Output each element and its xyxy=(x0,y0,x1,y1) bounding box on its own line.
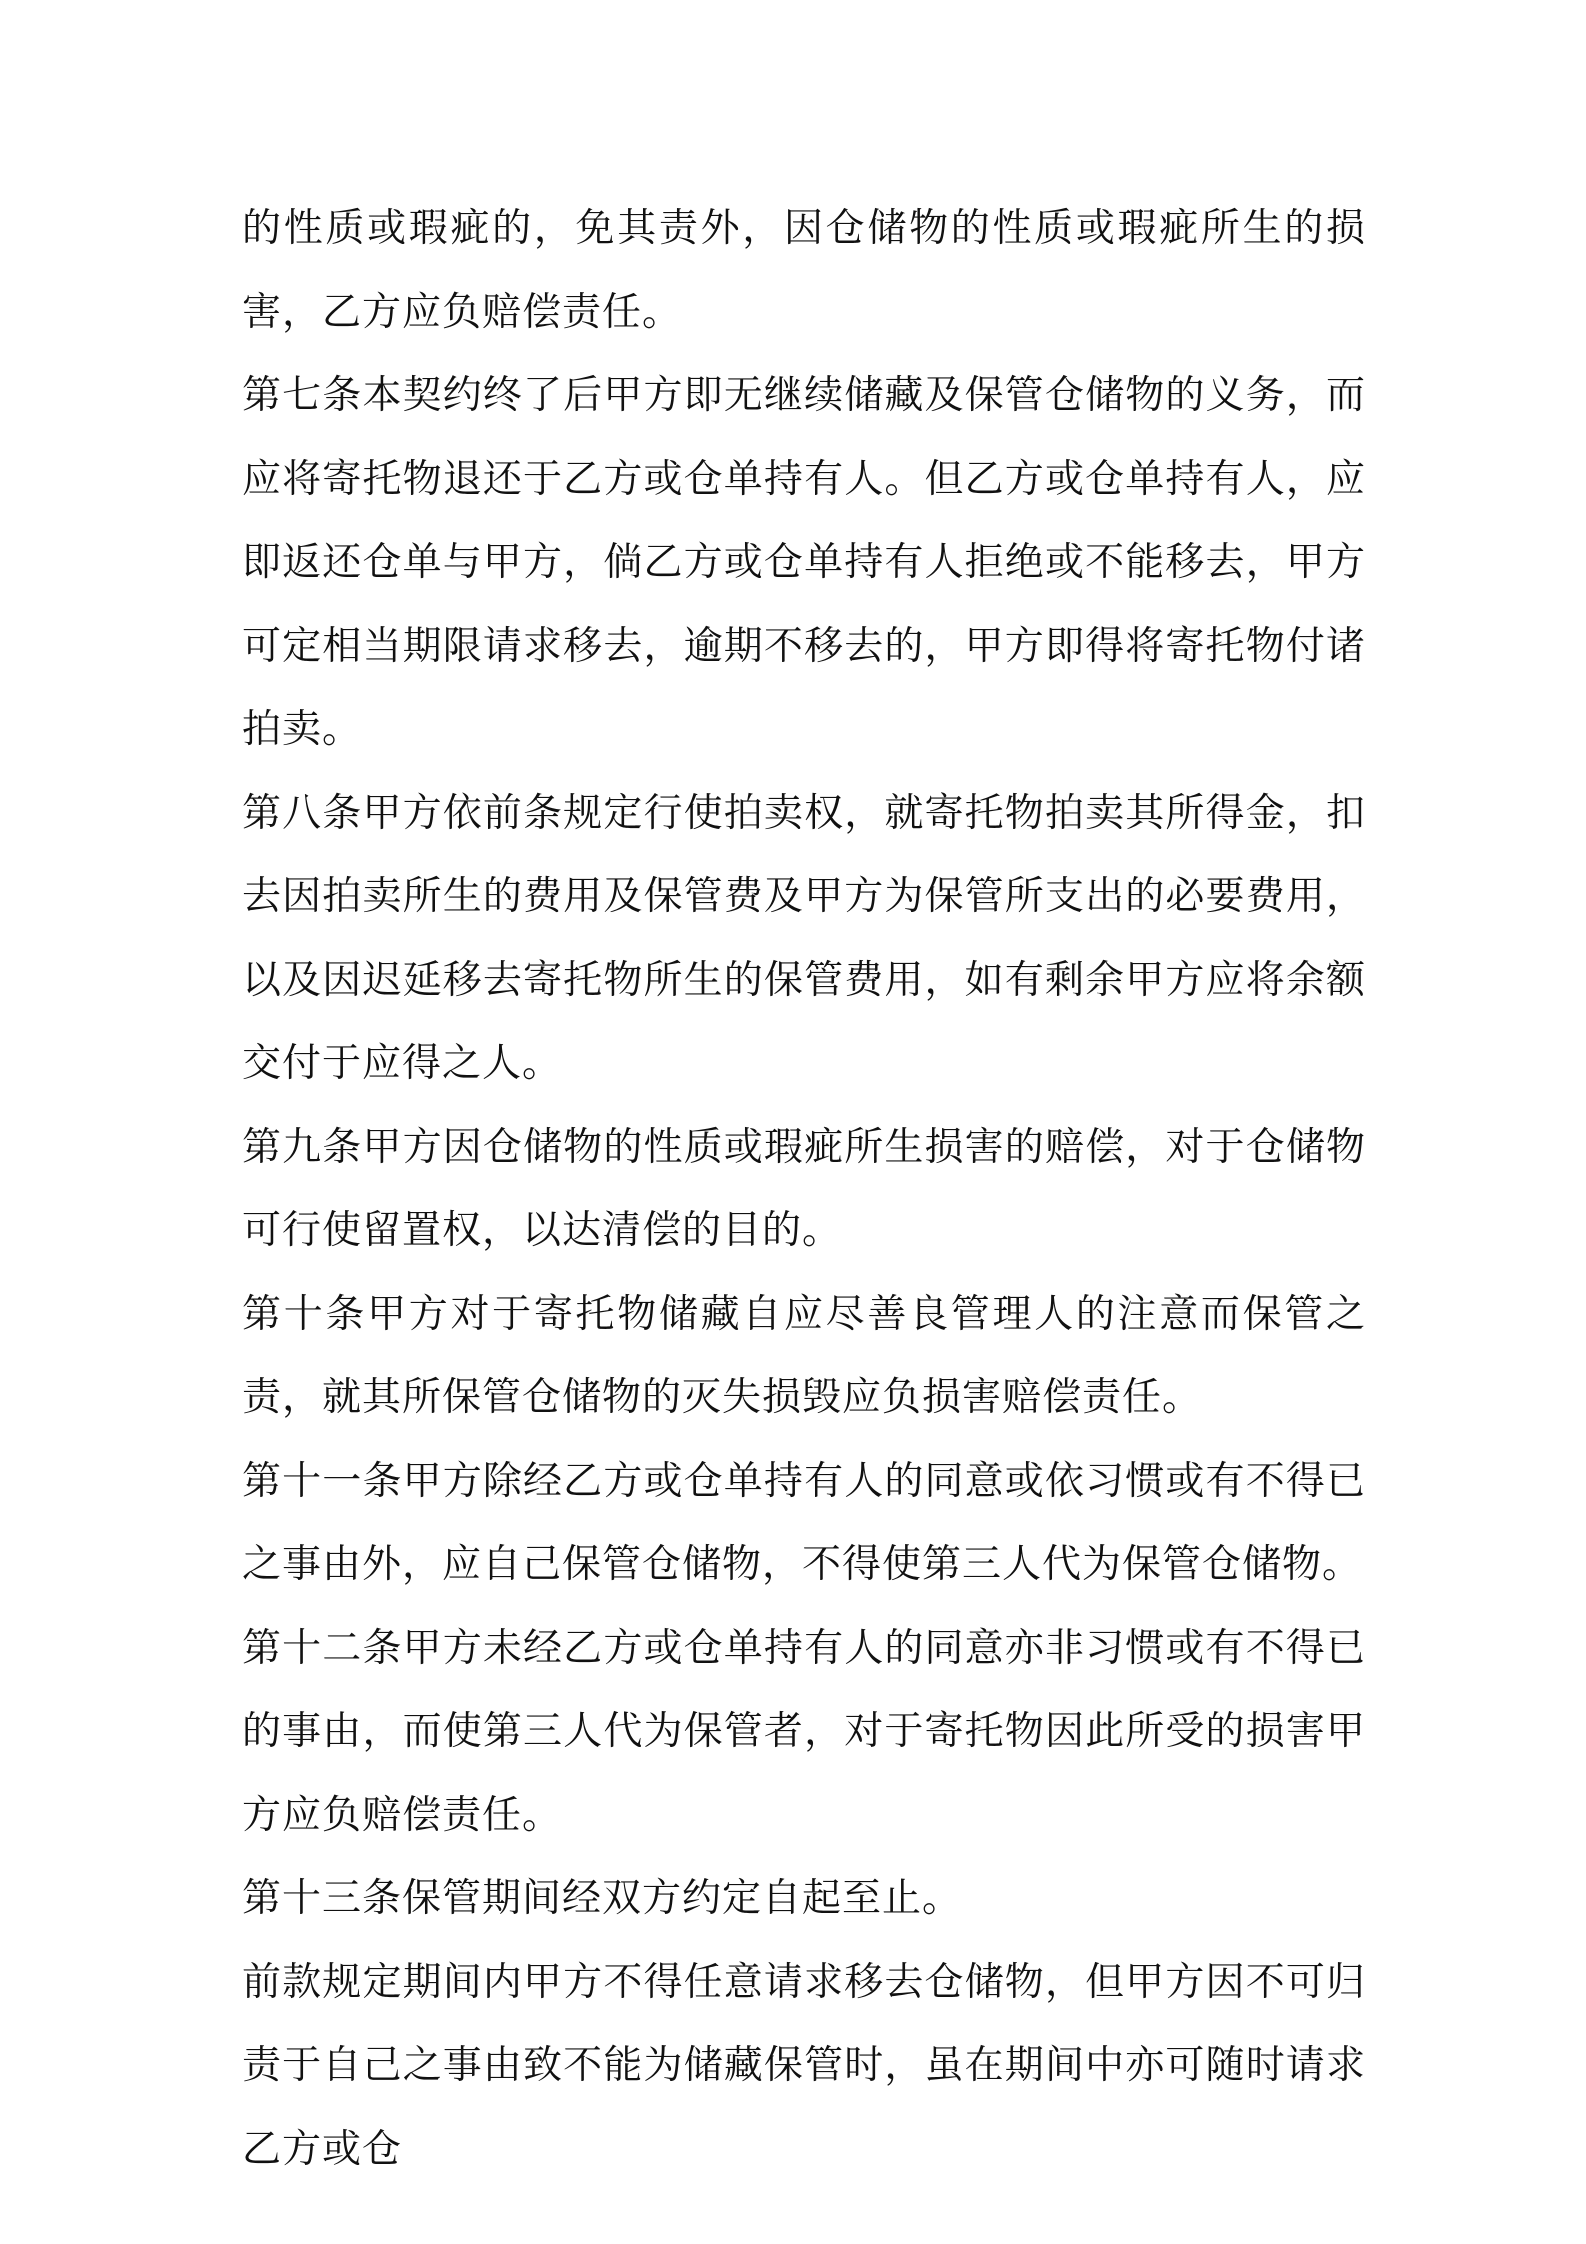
paragraph-article-7: 第七条本契约终了后甲方即无继续储藏及保管仓储物的义务，而应将寄托物退还于乙方或仓单持有人。但乙方或仓单持有人，应即返还仓单与甲方，倘乙方或仓单持有人拒绝或不能移去，甲方可定相当期限请求移去，逾期不移去的，甲方即得将寄托物付诸拍卖。 xyxy=(242,373,1366,752)
paragraph-continuation-article-6: 的性质或瑕疵的，免其责外，因仓储物的性质或瑕疵所生的损害，乙方应负赔偿责任。 xyxy=(242,206,1366,335)
paragraph-article-13: 第十三条保管期间经双方约定自起至止。 xyxy=(242,1876,963,1921)
paragraph-article-9: 第九条甲方因仓储物的性质或瑕疵所生损害的赔偿，对于仓储物可行使留置权，以达清偿的目的。 xyxy=(242,1124,1366,1253)
paragraph-article-8: 第八条甲方依前条规定行使拍卖权，就寄托物拍卖其所得金，扣去因拍卖所生的费用及保管费及甲方为保管所支出的必要费用，以及因迟延移去寄托物所生的保管费用，如有剩余甲方应将余额交付于应得之人。 xyxy=(242,790,1366,1086)
contract-body xyxy=(242,187,1366,2191)
paragraph-article-12: 第十二条甲方未经乙方或仓单持有人的同意亦非习惯或有不得已的事由，而使第三人代为保管者，对于寄托物因此所受的损害甲方应负赔偿责任。 xyxy=(242,1625,1366,1838)
paragraph-article-11: 第十一条甲方除经乙方或仓单持有人的同意或依习惯或有不得已之事由外，应自己保管仓储物，不得使第三人代为保管仓储物。 xyxy=(242,1458,1366,1587)
paragraph-article-13-clause: 前款规定期间内甲方不得任意请求移去仓储物，但甲方因不可归责于自己之事由致不能为储藏保管时，虽在期间中亦可随时请求乙方或仓 xyxy=(242,1959,1366,2172)
paragraph-article-10: 第十条甲方对于寄托物储藏自应尽善良管理人的注意而保管之责，就其所保管仓储物的灭失损毁应负损害赔偿责任。 xyxy=(242,1291,1366,1420)
